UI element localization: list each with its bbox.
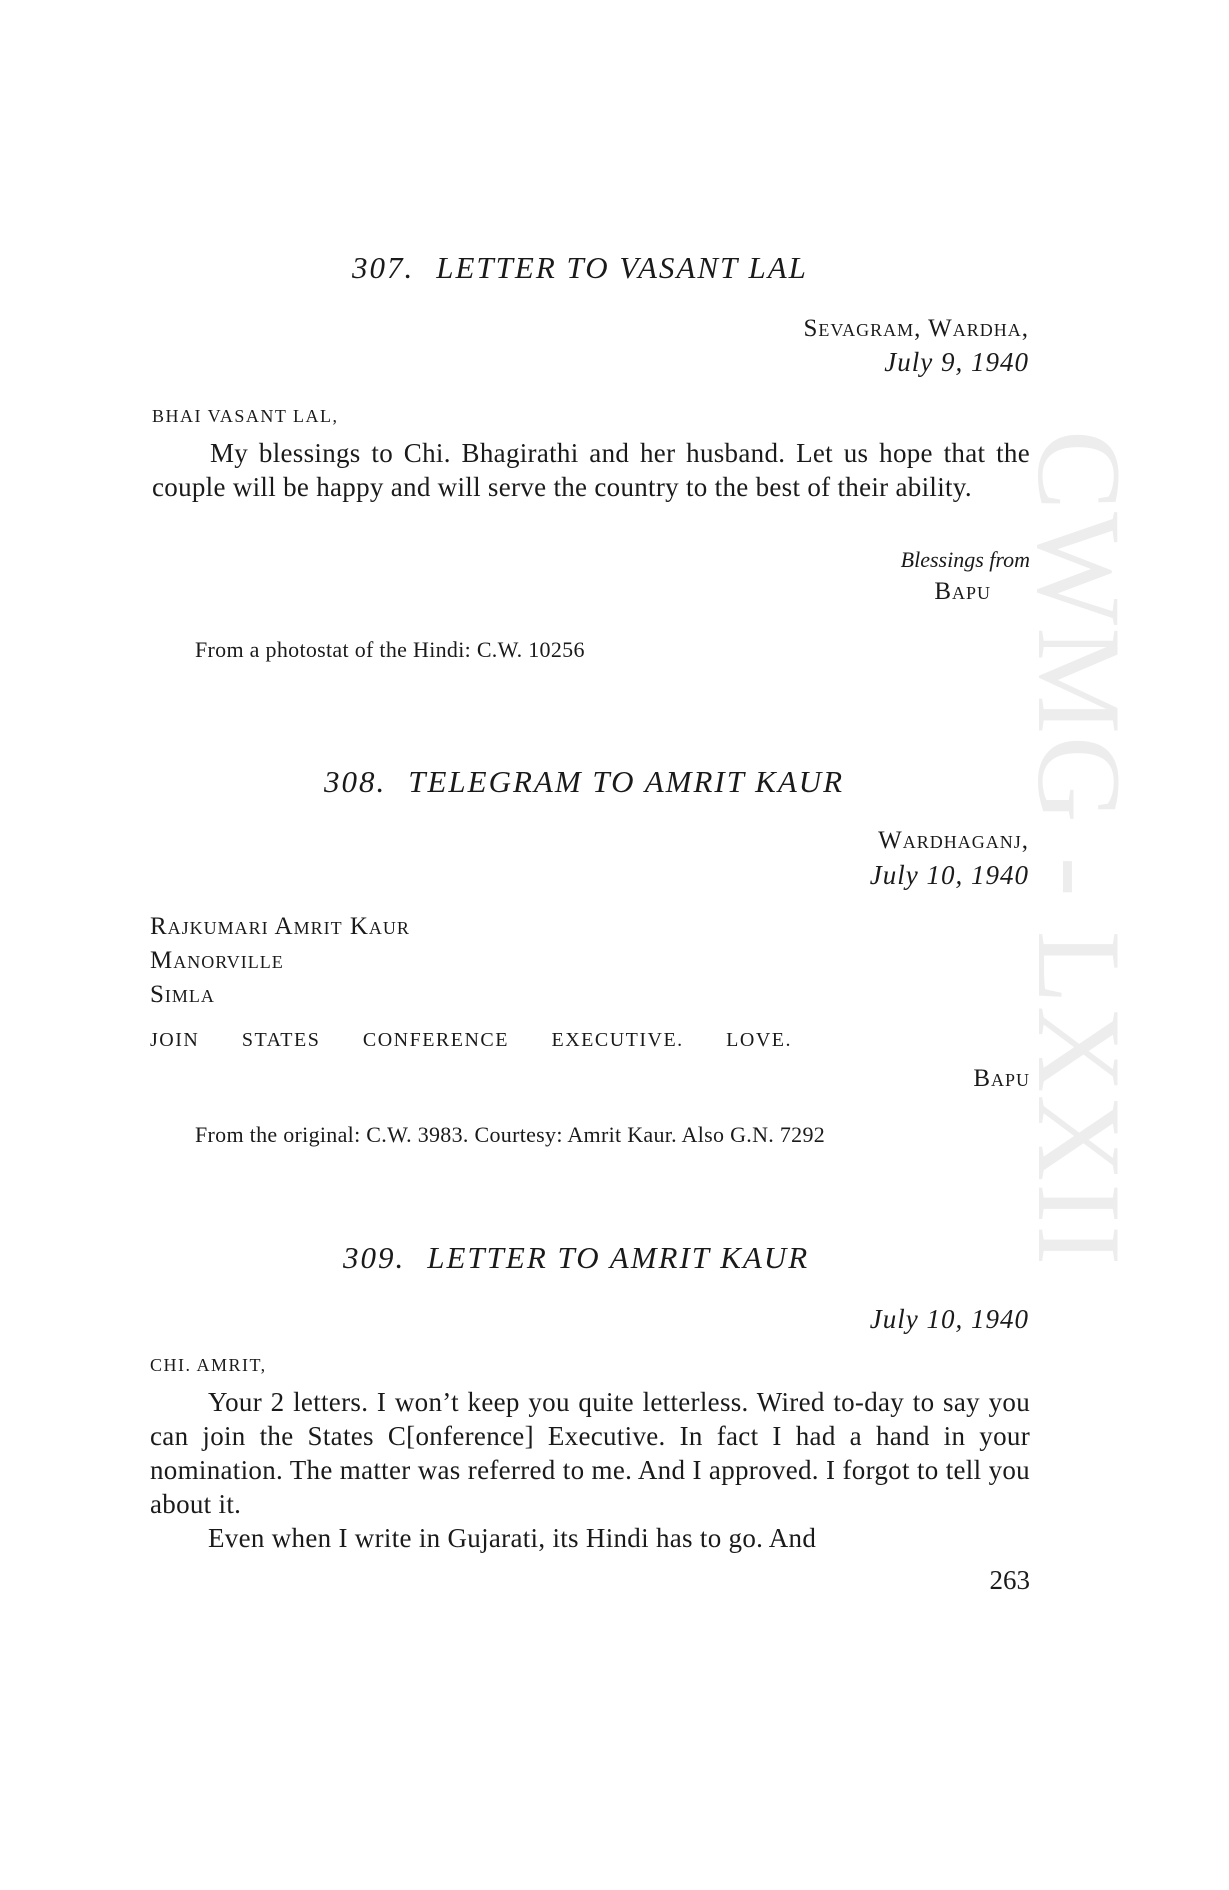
doc307-place: Sevagram, Wardha, [803,315,1029,342]
doc308-number: 308. [324,764,387,799]
doc307-salutation: BHAI VASANT LAL, [152,406,339,426]
doc309-body [150,1385,1030,1555]
doc308-message: JOIN STATES CONFERENCE EXECUTIVE. LOVE. [150,1029,792,1051]
doc307-source: From a photostat of the Hindi: C.W. 10256 [195,637,585,662]
doc307-title: LETTER TO VASANT LAL [436,250,808,285]
doc307-body-paragraph: My blessings to Chi. Bhagirathi and her husband. Let us hope that the couple will be happy and will serve the country to the best of their ability. [152,438,1030,502]
doc308-date: July 10, 1940 [869,860,1029,890]
doc309-heading [343,1240,809,1276]
watermark [1000,430,1200,1530]
doc307-heading [352,250,808,286]
doc308-heading [324,764,844,800]
address-line-house: Manorville [150,947,284,974]
doc309-salutation: CHI. AMRIT, [150,1355,267,1375]
doc308-address [150,910,410,1012]
doc308-signature: Bapu [973,1065,1030,1092]
doc308-place: Wardhaganj, [878,827,1029,854]
doc307-body [152,436,1030,504]
doc309-title: LETTER TO AMRIT KAUR [427,1240,810,1275]
doc307-closing: Blessings from [900,547,1030,572]
doc308-title: TELEGRAM TO AMRIT KAUR [408,764,845,799]
doc309-number: 309. [343,1240,406,1275]
doc309-paragraph-2: Even when I write in Gujarati, its Hindi has to go. And [208,1523,817,1553]
doc308-source: From the original: C.W. 3983. Courtesy: Amrit Kaur. Also G.N. 7292 [195,1122,826,1147]
doc307-number: 307. [352,250,415,285]
watermark-text: CWMG - LXXII [1013,430,1146,1268]
address-line-city: Simla [150,981,215,1008]
address-line-name: Rajkumari Amrit Kaur [150,913,410,940]
page-number: 263 [989,1565,1030,1595]
doc309-paragraph-1: Your 2 letters. I won’t keep you quite letterless. Wired to-day to say you can join the States C[onference] Executive. In fact I had a hand in your nomination. The matter was referred to me. And I approved. I forgot to tell you about it. [150,1387,1030,1519]
doc309-date: July 10, 1940 [869,1304,1029,1334]
doc307-signature: Bapu [934,578,991,605]
doc307-date: July 9, 1940 [884,347,1029,377]
